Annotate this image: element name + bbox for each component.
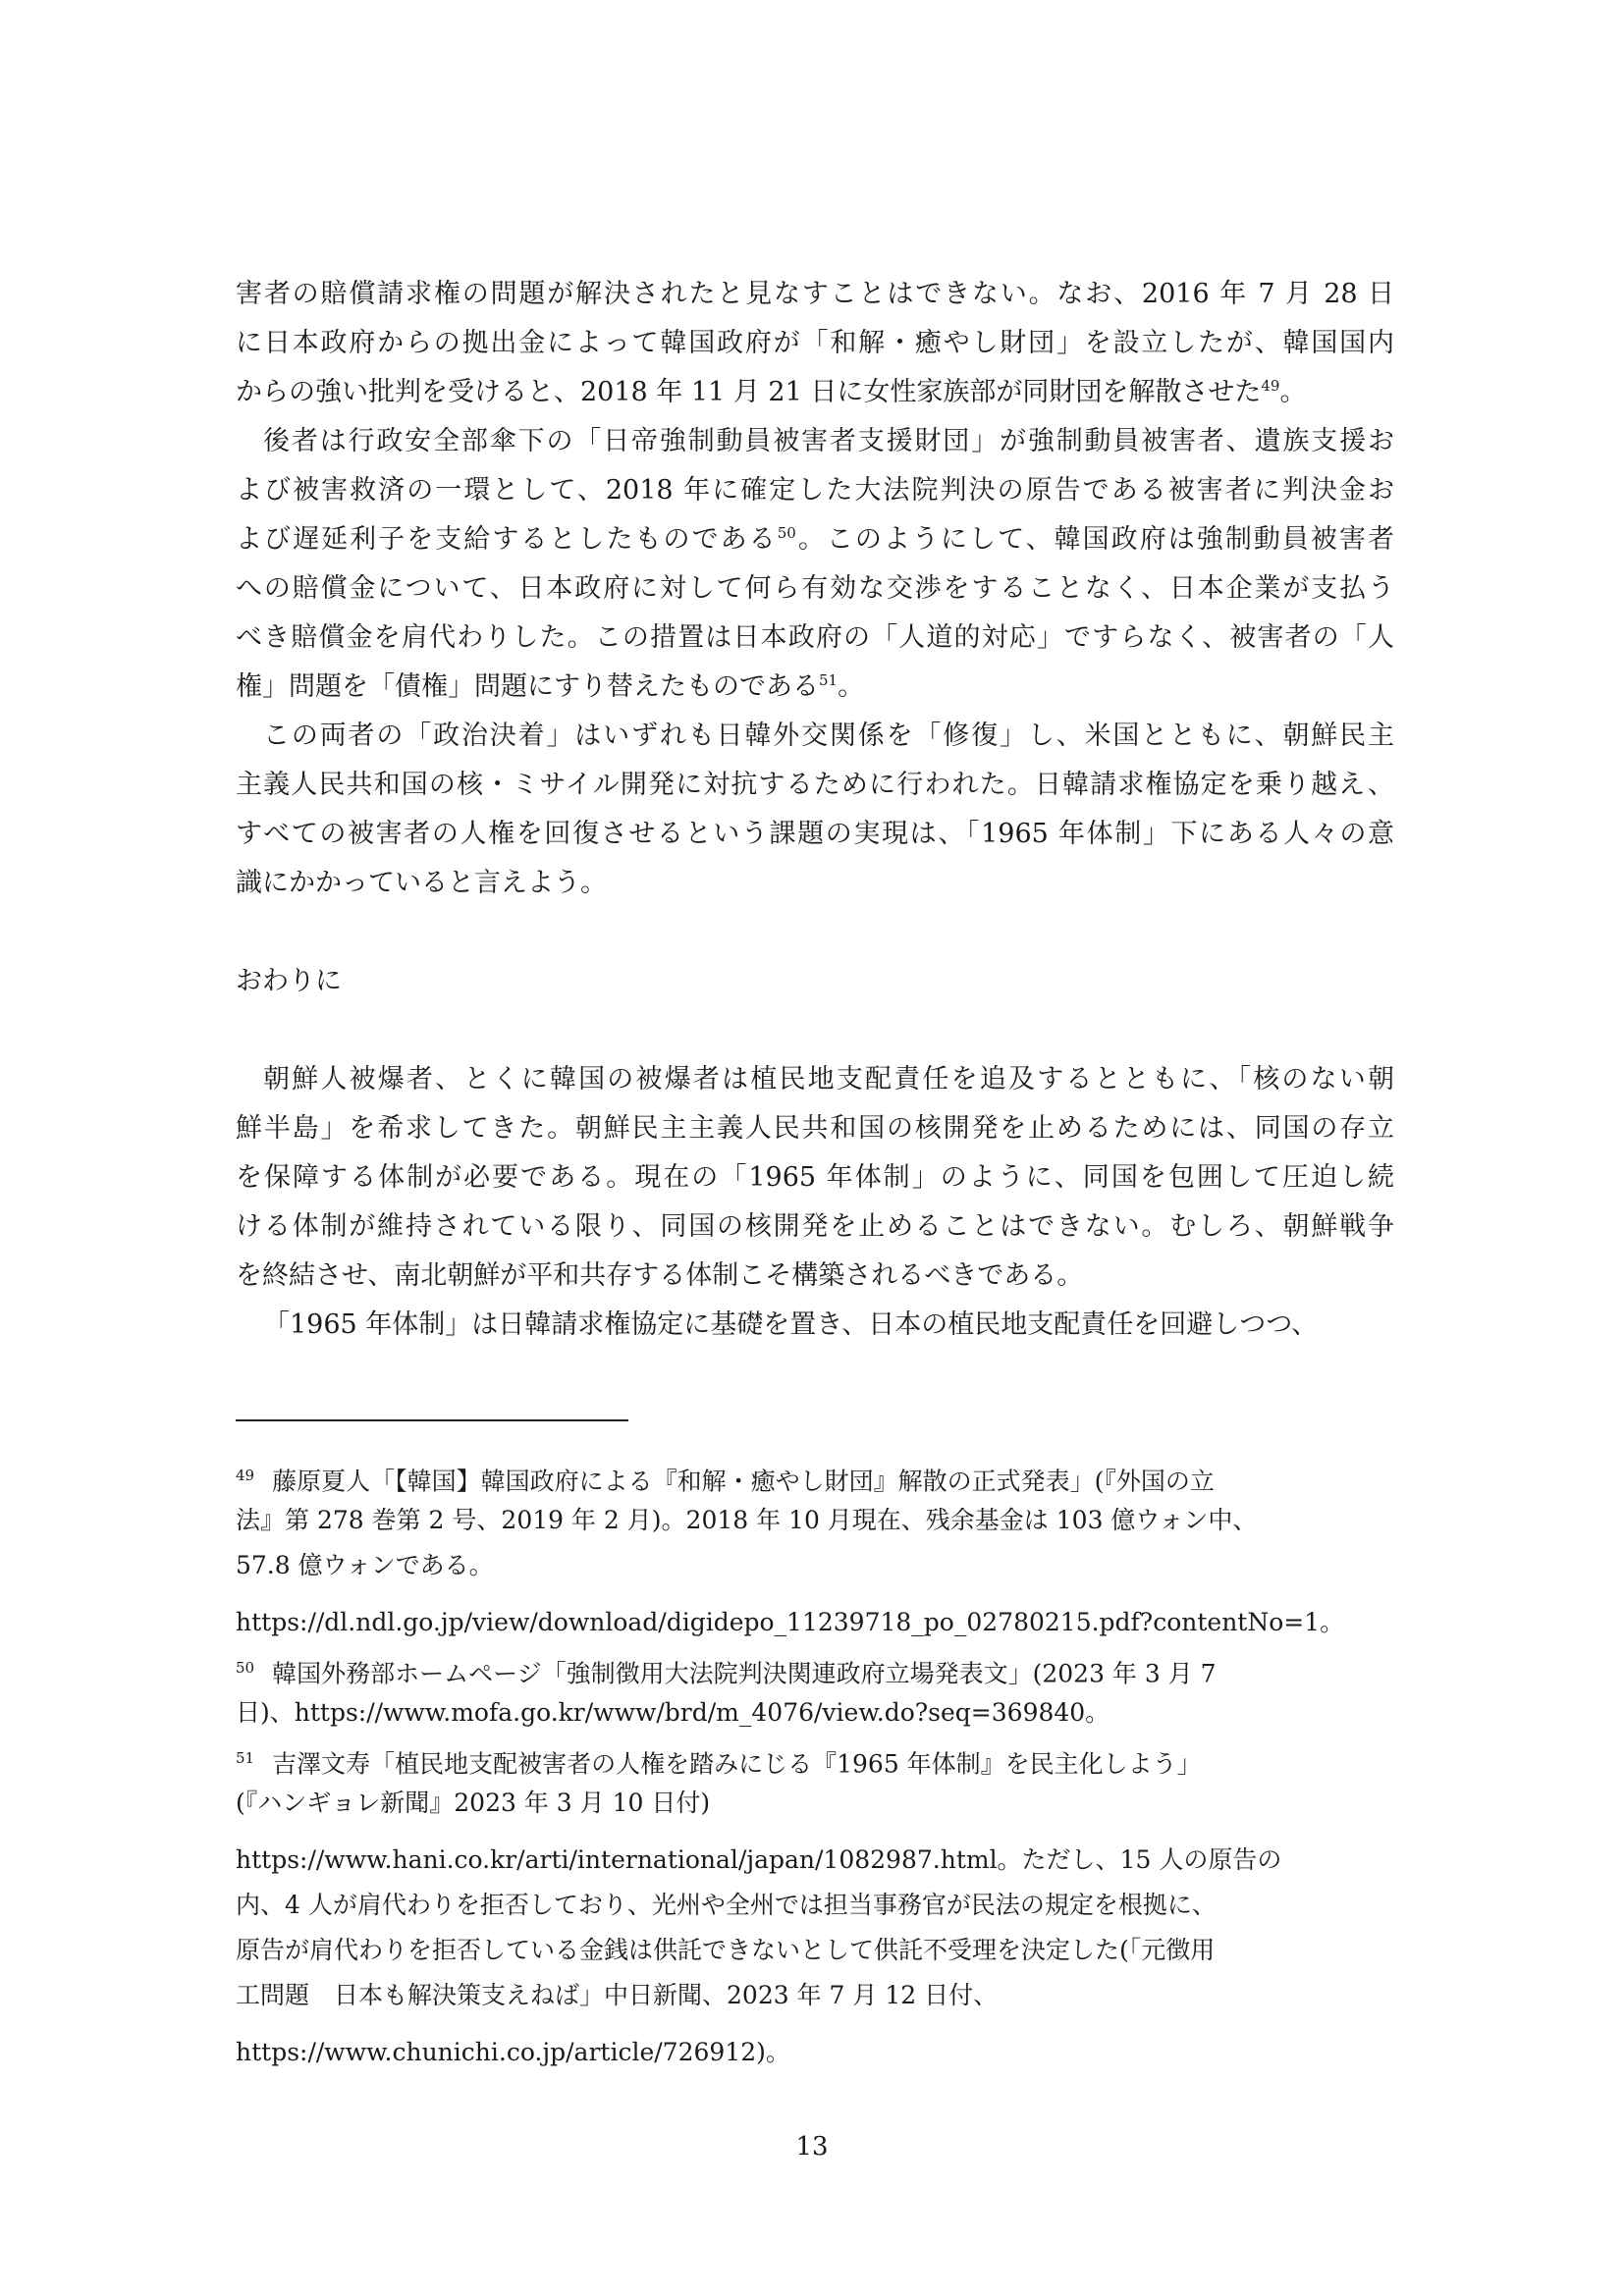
footnote-number: 51 <box>236 1749 255 1767</box>
footnote-line: 内、4 人が肩代わりを拒否しており、光州や全州では担当事務官が民法の規定を根拠に、 <box>236 1891 1217 1919</box>
body-text: からの強い批判を受けると、2018 年 11 月 21 日に女性家族部が同財団を解散させた <box>236 377 1262 407</box>
footnote-line: (『ハンギョレ新聞』2023 年 3 月 10 日付) <box>236 1789 711 1817</box>
footnote-line: 法』第 278 巻第 2 号、2019 年 2 月)。2018 年 10 月現在、残余基金は 103 億ウォン中、 <box>236 1506 1258 1534</box>
footnote-number: 49 <box>236 1467 255 1484</box>
body-line: 後者は行政安全部傘下の「日帝強制動員被害者支援財団」が強制動員被害者、遺族支援お <box>263 426 1394 456</box>
body-line: 朝鮮人被爆者、とくに韓国の被爆者は植民地支配責任を追及するとともに、「核のない朝 <box>263 1064 1394 1095</box>
footnote-link[interactable]: https://dl.ndl.go.jp/view/download/digidepo_11239718_po_02780215.pdf?contentNo=1。 <box>236 1608 1345 1636</box>
body-line: への賠償金について、日本政府に対して何ら有効な交渉をすることなく、日本企業が支払う <box>236 573 1394 604</box>
footnote-ref-49[interactable]: 49 <box>1261 377 1280 395</box>
footnote-link[interactable]: https://www.hani.co.kr/arti/international/japan/1082987.html。ただし、15 人の原告の <box>236 1845 1282 1874</box>
body-line: に日本政府からの拠出金によって韓国政府が「和解・癒やし財団」を設立したが、韓国国内 <box>236 328 1394 358</box>
body-line: ける体制が維持されている限り、同国の核開発を止めることはできない。むしろ、朝鮮戦争 <box>236 1211 1394 1242</box>
page-number: 13 <box>795 2132 829 2162</box>
body-line: 主義人民共和国の核・ミサイル開発に対抗するために行われた。日韓請求権協定を乗り越え、 <box>236 770 1394 800</box>
footnote-separator <box>236 1419 628 1421</box>
footnote-text: 藤原夏人「【韓国】韓国政府による『和解・癒やし財団』解散の正式発表」(『外国の立 <box>272 1467 1215 1494</box>
body-text: 。 <box>838 671 865 702</box>
body-line: 識にかかっていると言えよう。 <box>236 868 607 898</box>
body-line: 鮮半島」を希求してきた。朝鮮民主主義人民共和国の核開発を止めるためには、同国の存立 <box>236 1113 1394 1144</box>
footnote-number: 50 <box>236 1659 255 1677</box>
body-line: 「1965 年体制」は日韓請求権協定に基礎を置き、日本の植民地支配責任を回避しつつ、 <box>263 1309 1319 1340</box>
body-text: 権」問題を「債権」問題にすり替えたものである <box>236 671 819 702</box>
footnote-link[interactable]: https://www.chunichi.co.jp/article/726912)。 <box>236 2038 790 2066</box>
footnote-50 <box>236 1649 1394 1686</box>
footnote-text: 韓国外務部ホームページ「強制徴用大法院判決関連政府立場発表文」(2023 年 3 月 7 <box>272 1659 1217 1686</box>
footnote-49 <box>236 1457 1394 1494</box>
body-line: 害者の賠償請求権の問題が解決されたと見なすことはできない。なお、2016 年 7 月 28 日 <box>236 279 1394 309</box>
footnote-51 <box>236 1739 1394 1777</box>
footnote-link[interactable]: 日)、https://www.mofa.go.kr/www/brd/m_4076/view.do?seq=369840。 <box>236 1698 1110 1727</box>
section-heading: おわりに <box>236 966 342 996</box>
body-line: この両者の「政治決着」はいずれも日韓外交関係を「修復」し、米国とともに、朝鮮民主 <box>263 721 1394 751</box>
body-line: べき賠償金を肩代わりした。この措置は日本政府の「人道的対応」ですらなく、被害者の「人 <box>236 622 1394 653</box>
body-line: すべての被害者の人権を回復させるという課題の実現は、「1965 年体制」下にある人々の意 <box>236 819 1394 849</box>
body-line: を終結させ、南北朝鮮が平和共存する体制こそ構築されるべきである。 <box>236 1260 1084 1291</box>
body-line: よび被害救済の一環として、2018 年に確定した大法院判決の原告である被害者に判決金お <box>236 475 1394 506</box>
body-line <box>236 373 1394 412</box>
footnote-line: 原告が肩代わりを拒否している金銭は供託できないとして供託不受理を決定した(「元徴用 <box>236 1936 1216 1964</box>
body-line <box>236 667 1394 707</box>
body-text: 。このようにして、韓国政府は強制動員被害者 <box>795 524 1394 555</box>
footnote-ref-51[interactable]: 51 <box>819 671 839 689</box>
body-text: よび遅延利子を支給するとしたものである <box>236 524 778 555</box>
footnote-ref-50[interactable]: 50 <box>777 524 796 542</box>
footnote-line: 57.8 億ウォンである。 <box>236 1551 494 1579</box>
body-line <box>236 520 1394 560</box>
body-line: を保障する体制が必要である。現在の「1965 年体制」のように、同国を包囲して圧迫し続 <box>236 1162 1394 1193</box>
footnote-line: 工問題 日本も解決策支えねば」中日新聞、2023 年 7 月 12 日付、 <box>236 1981 999 2009</box>
footnote-text: 吉澤文寿「植民地支配被害者の人権を踏みにじる『1965 年体制』を民主化しよう」 <box>272 1749 1202 1777</box>
body-text: 。 <box>1279 377 1307 407</box>
